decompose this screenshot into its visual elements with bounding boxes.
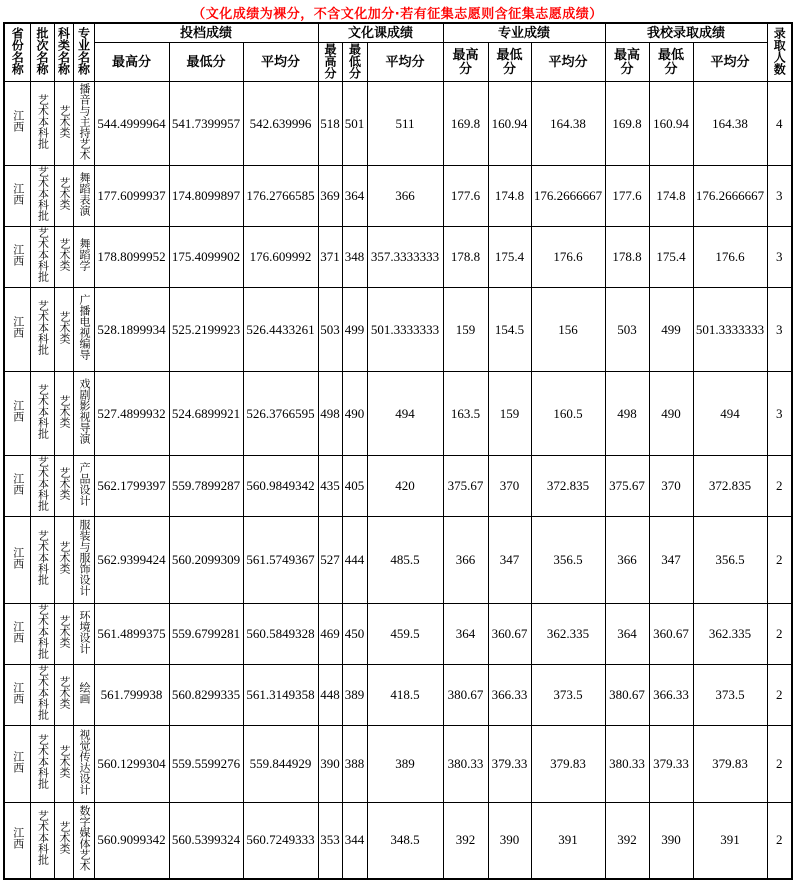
province-cell-label: 江西 [11,182,24,205]
score-cell-toudang-min: 524.6899921 [169,372,243,456]
score-cell-woxiao-min: 174.8 [649,166,693,227]
score-cell-toudang-min: 525.2199923 [169,288,243,372]
sub-header-zhuanye-max: 最高分 [443,42,488,82]
score-cell-wenhua-max: 498 [318,372,342,456]
province-cell-label: 江西 [11,316,24,339]
category-cell-label: 艺术类 [58,238,70,272]
score-cell-zhuanye-max: 380.67 [443,665,488,726]
score-cell-woxiao-max: 503 [605,288,649,372]
table-row [4,726,792,803]
category-cell-label: 艺术类 [58,104,70,138]
score-cell-woxiao-avg: 372.835 [693,456,767,517]
score-cell-wenhua-max: 390 [318,726,342,803]
score-cell-woxiao-avg: 494 [693,372,767,456]
batch-cell-label: 艺术本科批 [36,93,49,149]
province-cell-label: 江西 [11,546,24,569]
province-cell [4,227,30,288]
score-cell-wenhua-avg: 494 [367,372,443,456]
category-cell [54,456,73,517]
count-cell: 2 [767,803,792,879]
score-cell-toudang-max: 562.1799397 [94,456,169,517]
batch-cell [30,803,54,879]
sub-header-wenhua-min-label: 最低分 [347,42,362,79]
count-cell: 3 [767,166,792,227]
score-cell-woxiao-max: 366 [605,517,649,604]
score-cell-wenhua-max: 435 [318,456,342,517]
score-cell-toudang-min: 541.7399957 [169,82,243,166]
category-cell-label: 艺术类 [58,467,70,501]
score-cell-zhuanye-max: 375.67 [443,456,488,517]
major-cell-label: 视觉传达设计 [78,728,90,795]
category-cell [54,665,73,726]
score-cell-woxiao-max: 178.8 [605,227,649,288]
province-cell [4,665,30,726]
score-cell-zhuanye-min: 160.94 [488,82,531,166]
batch-cell-label: 艺术本科批 [36,665,49,721]
score-cell-wenhua-avg: 348.5 [367,803,443,879]
score-cell-wenhua-avg: 389 [367,726,443,803]
score-cell-wenhua-min: 444 [342,517,367,604]
score-cell-woxiao-max: 177.6 [605,166,649,227]
score-cell-woxiao-max: 364 [605,604,649,665]
count-cell: 2 [767,456,792,517]
major-cell-label: 戏剧影视导演 [78,378,90,445]
score-cell-woxiao-max: 380.67 [605,665,649,726]
score-cell-toudang-min: 174.8099897 [169,166,243,227]
score-cell-wenhua-min: 348 [342,227,367,288]
sub-header-wenhua-max [318,42,342,82]
category-cell [54,803,73,879]
col-header-batch-label: 批次名称 [35,27,49,76]
score-cell-wenhua-avg: 501.3333333 [367,288,443,372]
col-header-category-label: 科类名称 [56,27,71,76]
province-cell [4,288,30,372]
sub-header-zhuanye-min: 最低分 [488,42,531,82]
category-cell-label: 艺术类 [58,310,70,344]
score-cell-wenhua-min: 501 [342,82,367,166]
score-cell-toudang-avg: 560.9849342 [243,456,318,517]
score-cell-toudang-max: 528.1899934 [94,288,169,372]
score-cell-zhuanye-max: 169.8 [443,82,488,166]
score-cell-wenhua-max: 503 [318,288,342,372]
score-cell-wenhua-min: 344 [342,803,367,879]
province-cell-label: 江西 [11,826,24,849]
score-cell-toudang-min: 560.8299335 [169,665,243,726]
score-cell-wenhua-max: 518 [318,82,342,166]
major-cell-label: 舞蹈学 [78,238,90,272]
score-cell-zhuanye-avg: 373.5 [531,665,605,726]
batch-cell-label: 艺术本科批 [36,383,49,439]
score-cell-zhuanye-avg: 379.83 [531,726,605,803]
batch-cell [30,82,54,166]
score-cell-toudang-min: 559.6799281 [169,604,243,665]
major-cell [73,456,94,517]
category-cell [54,372,73,456]
score-cell-zhuanye-avg: 362.335 [531,604,605,665]
batch-cell-label: 艺术本科批 [36,810,49,866]
score-cell-wenhua-min: 490 [342,372,367,456]
score-cell-wenhua-min: 364 [342,166,367,227]
score-cell-zhuanye-avg: 176.6 [531,227,605,288]
score-cell-woxiao-max: 169.8 [605,82,649,166]
score-cell-woxiao-avg: 176.6 [693,227,767,288]
batch-cell-label: 艺术本科批 [36,227,49,283]
table-row [4,372,792,456]
batch-cell-label: 艺术本科批 [36,734,49,790]
score-cell-zhuanye-avg: 156 [531,288,605,372]
major-cell [73,166,94,227]
count-cell: 2 [767,726,792,803]
col-header-province [4,23,30,82]
score-cell-wenhua-min: 499 [342,288,367,372]
score-cell-wenhua-avg: 485.5 [367,517,443,604]
sub-header-woxiao-min: 最低分 [649,42,693,82]
batch-cell [30,604,54,665]
sub-header-woxiao-max: 最高分 [605,42,649,82]
score-cell-woxiao-avg: 356.5 [693,517,767,604]
score-cell-wenhua-avg: 418.5 [367,665,443,726]
category-cell [54,82,73,166]
province-cell [4,803,30,879]
province-cell-label: 江西 [11,681,24,704]
major-cell-label: 服装与服饰设计 [78,519,90,597]
batch-cell-label: 艺术本科批 [36,456,49,512]
sub-header-wenhua-max-label: 最高分 [323,42,337,79]
col-header-count [767,23,792,82]
major-cell-label: 环境设计 [78,609,90,654]
group-header-zhuanye: 专业成绩 [443,23,605,42]
col-header-major [73,23,94,82]
group-header-toudang: 投档成绩 [94,23,318,42]
score-cell-wenhua-avg: 420 [367,456,443,517]
table-row [4,456,792,517]
score-cell-toudang-min: 559.7899287 [169,456,243,517]
province-cell [4,456,30,517]
score-cell-zhuanye-max: 178.8 [443,227,488,288]
sub-header-toudang-max: 最高分 [94,42,169,82]
score-cell-toudang-max: 527.4899932 [94,372,169,456]
score-cell-zhuanye-avg: 372.835 [531,456,605,517]
batch-cell [30,456,54,517]
score-cell-zhuanye-avg: 164.38 [531,82,605,166]
score-cell-woxiao-avg: 391 [693,803,767,879]
major-cell [73,665,94,726]
score-cell-zhuanye-min: 175.4 [488,227,531,288]
score-cell-zhuanye-max: 366 [443,517,488,604]
batch-cell [30,726,54,803]
province-cell [4,517,30,604]
score-cell-zhuanye-max: 177.6 [443,166,488,227]
score-cell-toudang-avg: 560.5849328 [243,604,318,665]
score-cell-toudang-avg: 526.3766595 [243,372,318,456]
batch-cell-label: 艺术本科批 [36,166,49,222]
batch-cell [30,288,54,372]
major-cell [73,604,94,665]
score-cell-toudang-avg: 176.609992 [243,227,318,288]
score-cell-wenhua-avg: 366 [367,166,443,227]
sub-header-toudang-min: 最低分 [169,42,243,82]
province-cell [4,166,30,227]
count-cell: 3 [767,372,792,456]
table-row [4,82,792,166]
score-cell-toudang-avg: 559.844929 [243,726,318,803]
batch-cell [30,517,54,604]
page-title: （文化成绩为裸分，不含文化加分·若有征集志愿则含征集志愿成绩） [192,7,603,22]
sub-header-toudang-avg: 平均分 [243,42,318,82]
score-cell-wenhua-min: 450 [342,604,367,665]
table-row [4,288,792,372]
province-cell-label: 江西 [11,243,24,266]
header-row-sub [4,42,792,82]
score-cell-toudang-min: 559.5599276 [169,726,243,803]
score-cell-woxiao-max: 380.33 [605,726,649,803]
category-cell [54,166,73,227]
score-cell-woxiao-avg: 379.83 [693,726,767,803]
score-cell-zhuanye-min: 347 [488,517,531,604]
score-cell-woxiao-max: 375.67 [605,456,649,517]
score-cell-woxiao-min: 360.67 [649,604,693,665]
category-cell-label: 艺术类 [58,541,70,575]
major-cell-label: 绘画 [78,681,90,704]
score-cell-zhuanye-avg: 176.2666667 [531,166,605,227]
province-cell [4,604,30,665]
score-cell-zhuanye-min: 154.5 [488,288,531,372]
score-cell-wenhua-max: 353 [318,803,342,879]
score-cell-wenhua-min: 389 [342,665,367,726]
category-cell [54,227,73,288]
score-cell-toudang-max: 560.9099342 [94,803,169,879]
major-cell [73,227,94,288]
score-cell-zhuanye-min: 360.67 [488,604,531,665]
score-cell-toudang-avg: 561.5749367 [243,517,318,604]
score-cell-zhuanye-min: 366.33 [488,665,531,726]
batch-cell-label: 艺术本科批 [36,299,49,355]
batch-cell-label: 艺术本科批 [36,530,49,586]
score-cell-zhuanye-max: 380.33 [443,726,488,803]
score-cell-zhuanye-max: 392 [443,803,488,879]
major-cell [73,726,94,803]
score-cell-woxiao-min: 366.33 [649,665,693,726]
major-cell-label: 播音与主持艺术 [78,82,90,160]
category-cell-label: 艺术类 [58,821,70,855]
province-cell [4,726,30,803]
score-cell-zhuanye-min: 370 [488,456,531,517]
col-header-province-label: 省份名称 [10,27,25,76]
score-cell-wenhua-max: 527 [318,517,342,604]
category-cell [54,517,73,604]
score-cell-toudang-min: 560.2099309 [169,517,243,604]
score-cell-toudang-min: 560.5399324 [169,803,243,879]
header-row-groups [4,23,792,42]
score-cell-zhuanye-min: 159 [488,372,531,456]
group-header-woxiao: 我校录取成绩 [605,23,767,42]
category-cell [54,604,73,665]
score-cell-wenhua-max: 469 [318,604,342,665]
score-cell-woxiao-min: 347 [649,517,693,604]
category-cell-label: 艺术类 [58,615,70,649]
province-cell-label: 江西 [11,750,24,773]
score-cell-wenhua-avg: 511 [367,82,443,166]
table-row [4,803,792,879]
score-cell-toudang-avg: 176.2766585 [243,166,318,227]
sub-header-woxiao-avg: 平均分 [693,42,767,82]
score-cell-toudang-avg: 542.639996 [243,82,318,166]
score-cell-woxiao-max: 392 [605,803,649,879]
score-cell-wenhua-min: 405 [342,456,367,517]
count-cell: 3 [767,288,792,372]
score-cell-wenhua-max: 369 [318,166,342,227]
score-cell-woxiao-max: 498 [605,372,649,456]
score-cell-woxiao-min: 379.33 [649,726,693,803]
score-cell-toudang-avg: 560.7249333 [243,803,318,879]
major-cell [73,82,94,166]
col-header-major-label: 专业名称 [76,27,91,76]
score-cell-toudang-avg: 526.4433261 [243,288,318,372]
score-cell-woxiao-avg: 501.3333333 [693,288,767,372]
batch-cell [30,372,54,456]
province-cell-label: 江西 [11,620,24,643]
batch-cell [30,665,54,726]
province-cell-label: 江西 [11,472,24,495]
score-cell-zhuanye-max: 364 [443,604,488,665]
score-cell-zhuanye-min: 379.33 [488,726,531,803]
table-row [4,517,792,604]
major-cell-label: 舞蹈表演 [78,171,90,216]
count-cell: 2 [767,665,792,726]
admission-scores-table [3,22,793,880]
score-cell-woxiao-avg: 176.2666667 [693,166,767,227]
count-cell: 3 [767,227,792,288]
category-cell-label: 艺术类 [58,676,70,710]
table-row [4,665,792,726]
batch-cell [30,227,54,288]
score-cell-toudang-max: 560.1299304 [94,726,169,803]
score-cell-woxiao-min: 390 [649,803,693,879]
score-cell-toudang-min: 175.4099902 [169,227,243,288]
score-cell-toudang-max: 177.6099937 [94,166,169,227]
count-cell: 4 [767,82,792,166]
score-cell-woxiao-min: 370 [649,456,693,517]
batch-cell-label: 艺术本科批 [36,604,49,660]
score-cell-woxiao-avg: 164.38 [693,82,767,166]
score-cell-toudang-max: 561.4899375 [94,604,169,665]
score-cell-woxiao-min: 490 [649,372,693,456]
score-cell-wenhua-max: 371 [318,227,342,288]
province-cell [4,372,30,456]
major-cell-label: 产品设计 [78,461,90,506]
score-cell-zhuanye-avg: 160.5 [531,372,605,456]
group-header-wenhua: 文化课成绩 [318,23,443,42]
score-cell-zhuanye-avg: 356.5 [531,517,605,604]
major-cell-label: 广播电视编导 [78,294,90,361]
score-cell-wenhua-avg: 459.5 [367,604,443,665]
category-cell-label: 艺术类 [58,745,70,779]
col-header-category [54,23,73,82]
major-cell [73,288,94,372]
score-cell-woxiao-avg: 362.335 [693,604,767,665]
score-cell-wenhua-max: 448 [318,665,342,726]
major-cell [73,803,94,879]
sub-header-zhuanye-avg: 平均分 [531,42,605,82]
category-cell [54,288,73,372]
score-cell-zhuanye-min: 390 [488,803,531,879]
score-cell-toudang-avg: 561.3149358 [243,665,318,726]
category-cell-label: 艺术类 [58,394,70,428]
score-cell-toudang-max: 561.799938 [94,665,169,726]
col-header-count-label: 录取人数 [772,27,787,76]
major-cell [73,517,94,604]
score-cell-toudang-max: 178.8099952 [94,227,169,288]
score-cell-woxiao-min: 499 [649,288,693,372]
sub-header-wenhua-avg: 平均分 [367,42,443,82]
score-cell-zhuanye-max: 163.5 [443,372,488,456]
score-cell-toudang-max: 562.9399424 [94,517,169,604]
score-cell-zhuanye-avg: 391 [531,803,605,879]
table-row [4,604,792,665]
score-cell-woxiao-min: 175.4 [649,227,693,288]
major-cell [73,372,94,456]
score-cell-toudang-max: 544.4999964 [94,82,169,166]
score-cell-zhuanye-max: 159 [443,288,488,372]
province-cell [4,82,30,166]
sub-header-wenhua-min [342,42,367,82]
batch-cell [30,166,54,227]
score-cell-wenhua-avg: 357.3333333 [367,227,443,288]
table-row [4,166,792,227]
score-cell-zhuanye-min: 174.8 [488,166,531,227]
score-cell-woxiao-avg: 373.5 [693,665,767,726]
major-cell-label: 数字媒体艺术 [78,804,90,871]
score-cell-wenhua-min: 388 [342,726,367,803]
category-cell-label: 艺术类 [58,177,70,211]
table-body [4,82,792,879]
count-cell: 2 [767,604,792,665]
category-cell [54,726,73,803]
province-cell-label: 江西 [11,110,24,133]
col-header-batch [30,23,54,82]
score-cell-woxiao-min: 160.94 [649,82,693,166]
province-cell-label: 江西 [11,400,24,423]
table-row [4,227,792,288]
count-cell: 2 [767,517,792,604]
